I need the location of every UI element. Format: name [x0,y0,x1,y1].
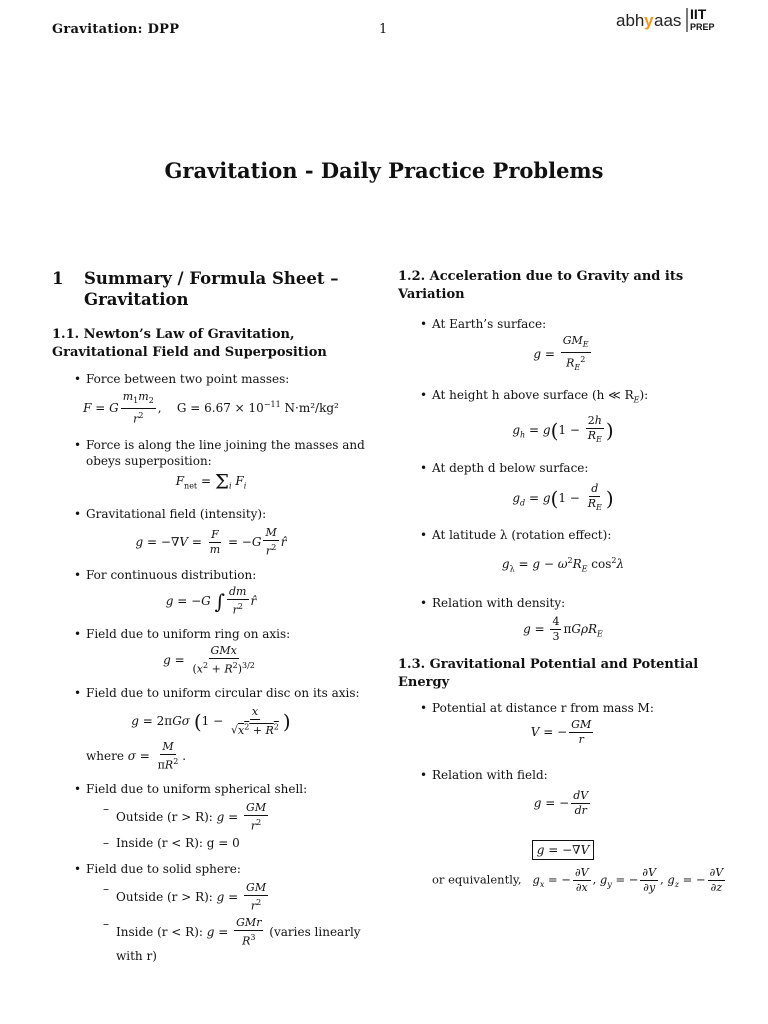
left-column [52,268,370,964]
disc-sigma-definition: where σ = $\frac{M}{\pi R^2}$ . [86,739,187,772]
equation-g-dv-dr: g = − $\frac{dV}{dr}$ [533,789,589,818]
document-title: Gravitation - Daily Practice Problems [164,158,604,183]
bullet-ring-on-axis: • Field due to uniform ring on axis: [52,626,370,642]
equation-ring-field: g = $\frac{\text{GMx}}{(x^2 + R^2)^{3/2}}$ [163,643,255,676]
bullet-force-point-masses: • Force between two point masses: [52,371,370,387]
equation-boxed-gradient: g = −∇V [398,840,728,860]
svg-text:abh: abh [616,11,645,30]
shell-inside-item: – Inside (r < R): g = 0 [52,835,370,851]
bullet-superposition: • Force is along the line joining the masses and obeys superposition: [52,437,370,469]
section-1-heading: 1 Summary / Formula Sheet – Gravitation [52,269,339,309]
bullet-solid-sphere: • Field due to solid sphere: [52,861,370,877]
sphere-inside-item: – Inside (r < R): g = $\frac{\text{GMr}}{R^3}$ (varies linearly with r) [52,916,370,965]
svg-text:PREP: PREP [690,22,715,32]
bullet-depth-variation: • At depth d below surface: [398,460,728,476]
bullet-earth-surface: • At Earth’s surface: [398,316,728,332]
bullet-density-relation: • Relation with density: [398,595,728,611]
equation-g-surface: g = $\frac{GM_E}{R_E^2}$ [533,334,589,373]
subsection-1-2-heading: 1.2. Acceleration due to Gravity and its Variation [398,269,684,302]
running-header: Gravitation: DPP [52,22,180,37]
svg-text:IIT: IIT [690,6,707,22]
bullet-continuous-distribution: • For continuous distribution: [52,567,370,583]
equation-g-density: g = $\frac{4}{3}$ πGρR$_E$ [523,615,603,644]
bullet-latitude-variation: • At latitude λ (rotation effect): [398,527,728,543]
bullet-gravitational-field: • Gravitational field (intensity): [52,506,370,522]
page-number: 1 [379,22,388,37]
bullet-disc-on-axis: • Field due to uniform circular disc on its axis: [52,685,370,701]
bullet-height-variation: • At height h above surface (h ≪ $R_E$): [398,387,728,408]
equation-disc-field: g = 2πGσ (1 − $\frac{x}{√x^2 + R^2}$ ) [131,705,291,737]
right-column [398,268,728,895]
equation-potential: V = − $\frac{GM}{r}$ [530,718,592,747]
equation-g-latitude: $g_\lambda = g - \omega^2R_E$ $\cos^2\lambda$ [501,555,625,574]
bullet-potential-field-relation: • Relation with field: [398,767,728,783]
bullet-potential-distance: • Potential at distance r from mass M: [398,700,728,716]
bullet-spherical-shell: • Field due to uniform spherical shell: [52,781,370,797]
subsection-1-1-heading: 1.1. Newton’s Law of Gravitation, Gravitational Field and Superposition [52,327,327,360]
equation-continuous-field: g = −G ∫ $\frac{dm}{r^2}$ r̂ [165,584,257,617]
equation-g-depth: $g_d = g(1$ − $\frac{d}{R_E}$ ) [512,481,614,512]
svg-text:y: y [644,11,654,30]
shell-outside-item: – Outside (r > R): g = $\frac{GM}{r^2}$ [52,801,370,834]
sphere-outside-item: – Outside (r > R): g = $\frac{GM}{r^2}$ [52,881,370,914]
equation-g-height: $g_h = g(1$ − $\frac{2h}{R_E}$ ) [512,414,614,445]
svg-text:aas: aas [654,11,682,30]
subsection-1-3-heading: 1.3. Gravitational Potential and Potential Energy [398,657,699,691]
equation-field-gradient: g = −∇V = $\frac{F}{m}$ = −G $\frac{M}{r^2}$ r̂ [135,526,287,558]
equation-partial-derivatives: or equivalently, $g_x$ = − $\frac{\partial V}{\partial x}$ , $g_y$ = − $\frac{\partial V}{\partial y}$ , $g_z$ = − $\frac{\partial V}{\partial z}$ [432,866,724,895]
abhyaas-iit-prep-logo [614,2,718,36]
equation-net-force: $F_{net} = \Sigma_i$ $F_i$ [175,469,247,494]
equation-newton-law: F = G $\frac{m_1m_2}{r^2}$ , $G = 6.67 \times 10^{-11}$ N·m²/kg² [83,390,339,426]
